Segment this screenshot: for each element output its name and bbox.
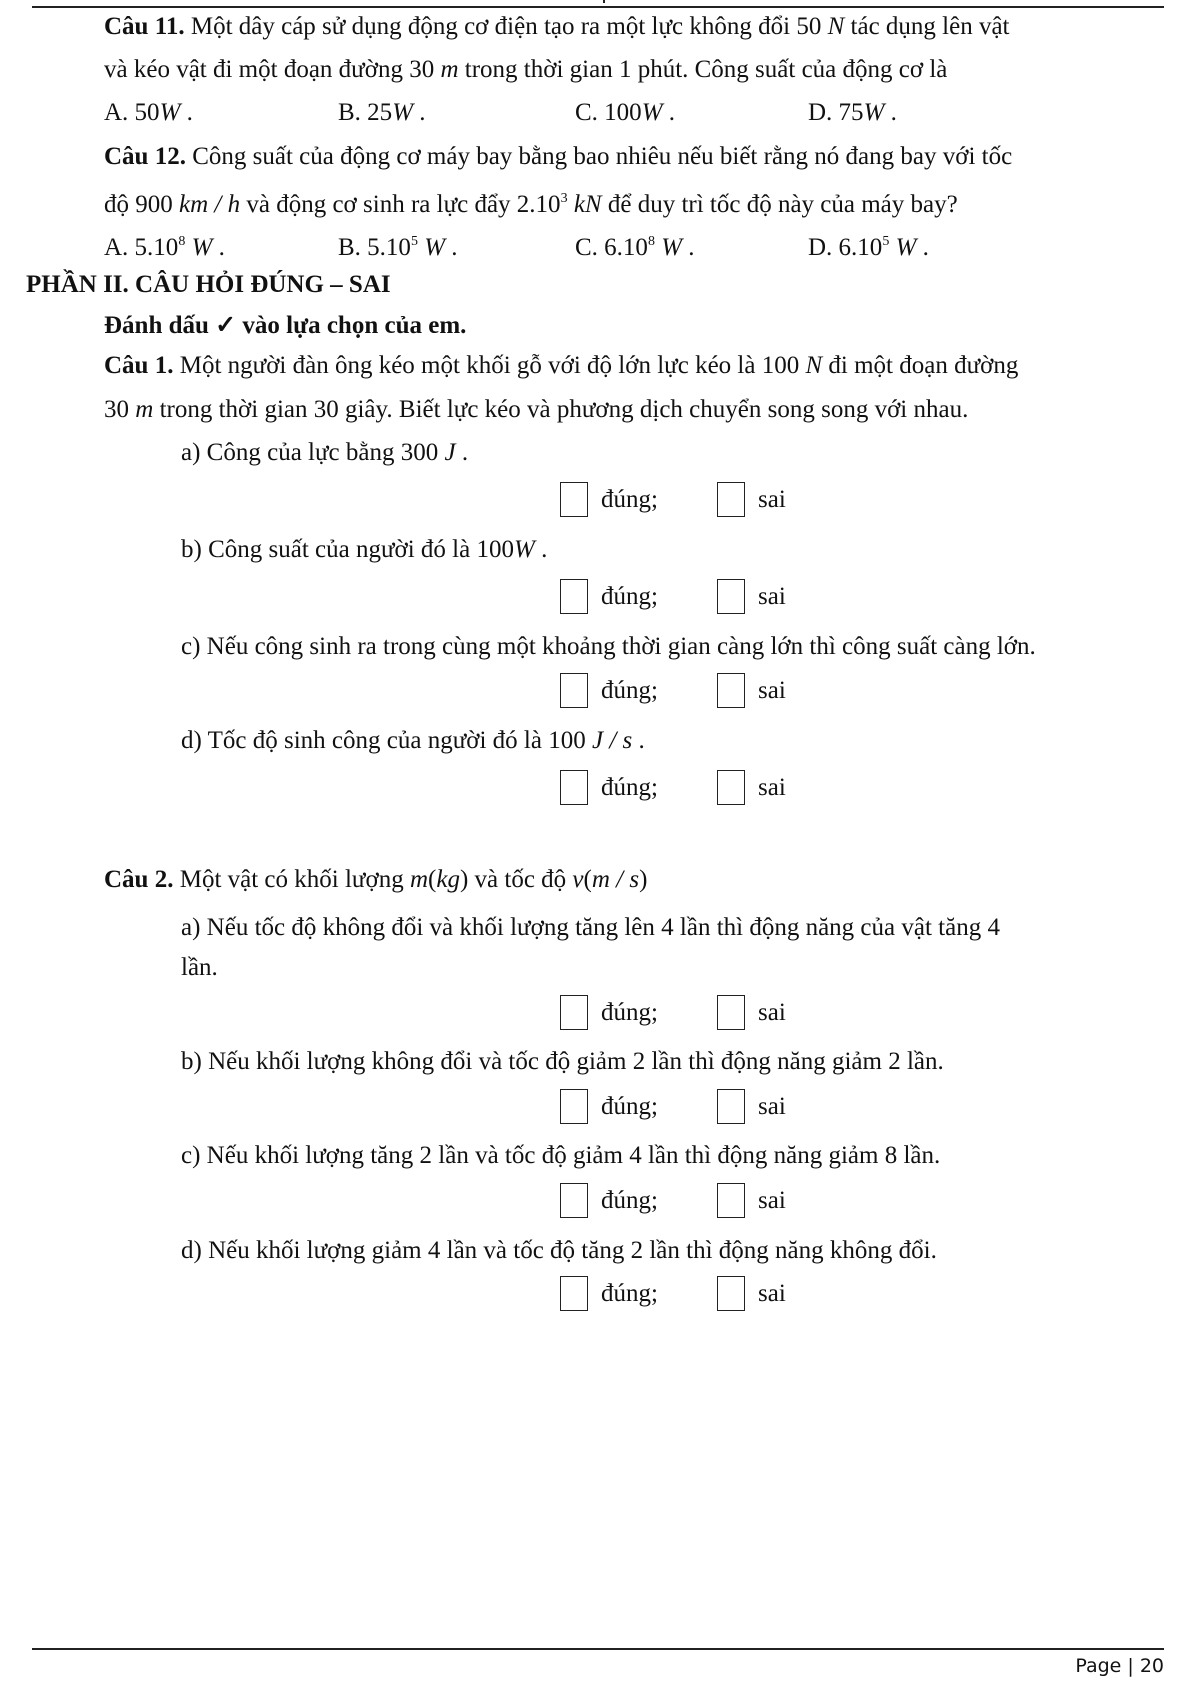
c1-c-choices: đúng; sai — [0, 673, 1192, 713]
c1-a-false-checkbox[interactable] — [717, 482, 745, 517]
c1-c-false-checkbox[interactable] — [717, 673, 745, 708]
c2-c-choices: đúng; sai — [0, 1183, 1192, 1223]
c2-statement-a-cont: lần. — [181, 954, 218, 981]
c2-c-false-checkbox[interactable] — [717, 1183, 745, 1218]
q11-option-c: C. 100W . — [575, 99, 676, 126]
c1-statement-c: c) Nếu công sinh ra trong cùng một khoảng thời gian càng lớn thì công suất càng lớn. — [181, 633, 1036, 660]
c1-b-false-checkbox[interactable] — [717, 579, 745, 614]
c2-line-1: Câu 2. Một vật có khối lượng m(kg) và tốc độ v(m / s) — [104, 866, 648, 893]
c1-line-2: 30 m trong thời gian 30 giây. Biết lực kéo và phương dịch chuyển song song với nhau. — [104, 396, 969, 423]
c2-a-true-checkbox[interactable] — [560, 995, 588, 1030]
c1-statement-b: b) Công suất của người đó là 100W . — [181, 536, 548, 563]
c2-statement-a: a) Nếu tốc độ không đổi và khối lượng tăng lên 4 lần thì động năng của vật tăng 4 — [181, 914, 1000, 941]
c1-b-choices: đúng; sai — [0, 579, 1192, 619]
q11-number: Câu 11. — [104, 13, 185, 40]
c2-b-choices: đúng; sai — [0, 1089, 1192, 1129]
part2-heading: PHẦN II. CÂU HỎI ĐÚNG – SAI — [26, 271, 391, 298]
q11-line-2: và kéo vật đi một đoạn đường 30 m trong thời gian 1 phút. Công suất của động cơ là — [104, 56, 948, 83]
q12-number: Câu 12. — [104, 143, 186, 170]
c2-d-choices: đúng; sai — [0, 1276, 1192, 1316]
q11-option-d: D. 75W . — [808, 99, 897, 126]
page-number: Page | 20 — [1075, 1655, 1164, 1677]
q12-option-c: C. 6.10$^8$ W . — [575, 234, 695, 261]
q12-option-a: A. 5.10$^8$ W . — [104, 234, 225, 261]
q11-option-a: A. 50W . — [104, 99, 193, 126]
c2-number: Câu 2. — [104, 866, 174, 893]
c1-d-false-checkbox[interactable] — [717, 770, 745, 805]
top-mark — [603, 0, 605, 3]
c1-a-choices: đúng; sai — [0, 482, 1192, 522]
footer-rule — [32, 1648, 1164, 1650]
c1-d-choices: đúng; sai — [0, 770, 1192, 810]
c1-d-true-checkbox[interactable] — [560, 770, 588, 805]
c2-statement-d: d) Nếu khối lượng giảm 4 lần và tốc độ tăng 2 lần thì động năng không đổi. — [181, 1237, 937, 1264]
q11-line-1: Câu 11. Một dây cáp sử dụng động cơ điện tạo ra một lực không đổi 50 N tác dụng lên vật — [104, 13, 1010, 40]
q11-option-b: B. 25W . — [338, 99, 426, 126]
c1-statement-a: a) Công của lực bằng 300 J . — [181, 439, 469, 466]
c1-a-true-checkbox[interactable] — [560, 482, 588, 517]
c2-d-false-checkbox[interactable] — [717, 1276, 745, 1311]
part2-instruction: Đánh dấu ✓ vào lựa chọn của em. — [104, 312, 467, 339]
q12-line-2: độ 900 km / h và động cơ sinh ra lực đẩy 2.10$^3$ kN để duy trì tốc độ này của máy bay? — [104, 191, 958, 218]
q12-option-d: D. 6.10$^5$ W . — [808, 234, 929, 261]
c2-c-true-checkbox[interactable] — [560, 1183, 588, 1218]
c2-b-true-checkbox[interactable] — [560, 1089, 588, 1124]
c1-c-true-checkbox[interactable] — [560, 673, 588, 708]
c1-statement-d: d) Tốc độ sinh công của người đó là 100 J / s . — [181, 727, 645, 754]
c1-number: Câu 1. — [104, 352, 174, 379]
c2-a-choices: đúng; sai — [0, 995, 1192, 1035]
q12-line-1: Câu 12. Công suất của động cơ máy bay bằng bao nhiêu nếu biết rằng nó đang bay với tốc — [104, 143, 1013, 170]
c1-line-1: Câu 1. Một người đàn ông kéo một khối gỗ với độ lớn lực kéo là 100 N đi một đoạn đường — [104, 352, 1019, 379]
top-rule — [32, 6, 1164, 8]
c2-d-true-checkbox[interactable] — [560, 1276, 588, 1311]
c1-b-true-checkbox[interactable] — [560, 579, 588, 614]
c2-statement-c: c) Nếu khối lượng tăng 2 lần và tốc độ giảm 4 lần thì động năng giảm 8 lần. — [181, 1142, 941, 1169]
c2-a-false-checkbox[interactable] — [717, 995, 745, 1030]
c2-statement-b: b) Nếu khối lượng không đổi và tốc độ giảm 2 lần thì động năng giảm 2 lần. — [181, 1048, 944, 1075]
c2-b-false-checkbox[interactable] — [717, 1089, 745, 1124]
q12-option-b: B. 5.10$^5$ W . — [338, 234, 458, 261]
